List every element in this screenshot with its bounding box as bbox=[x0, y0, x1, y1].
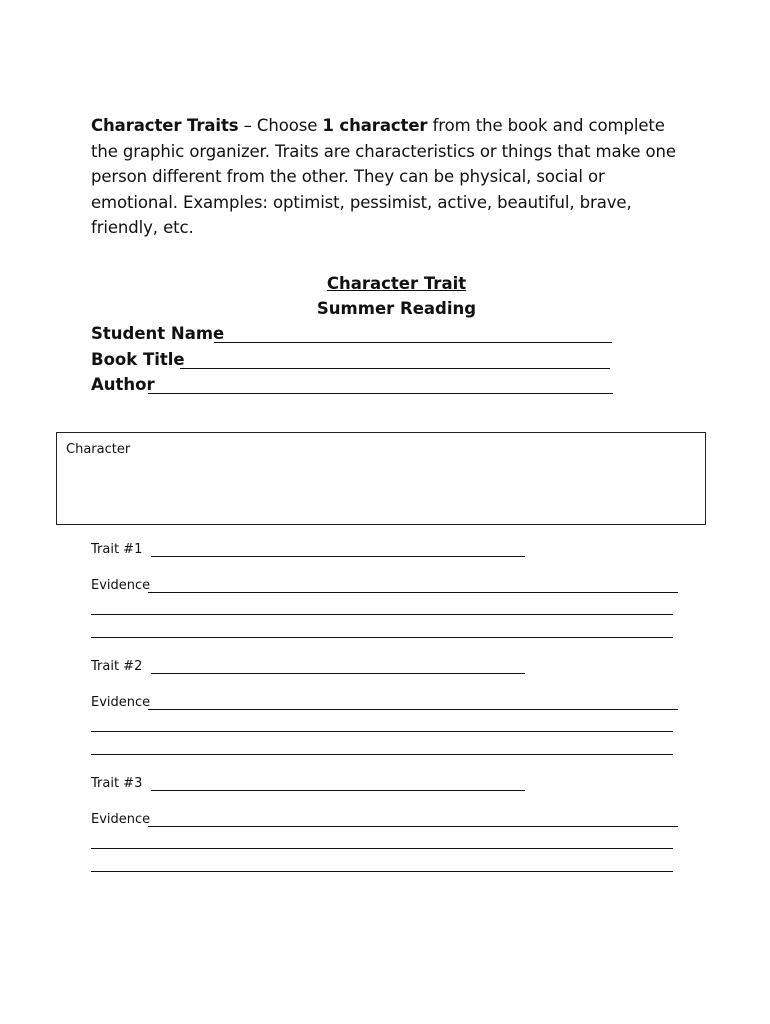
evidence-1-line-2[interactable] bbox=[91, 614, 673, 615]
instructions-text: from the book and complete the graphic organizer. Traits are characteristics or things that make one person different from the other. They can be physical, social or emotional. Examples: optimist, pessimist, active, beautiful, brave, friendly, etc. bbox=[91, 116, 676, 237]
trait-3-label: Trait #3 bbox=[91, 776, 143, 791]
character-box-label: Character bbox=[66, 442, 131, 457]
evidence-2-label: Evidence bbox=[91, 695, 151, 710]
evidence-3-line-1[interactable] bbox=[148, 826, 678, 827]
evidence-3-line-2[interactable] bbox=[91, 848, 673, 849]
instructions-heading: Character Traits bbox=[91, 116, 239, 135]
trait-2-line[interactable] bbox=[151, 673, 525, 674]
evidence-2-line-2[interactable] bbox=[91, 731, 673, 732]
trait-1-line[interactable] bbox=[151, 556, 525, 557]
trait-2-label: Trait #2 bbox=[91, 659, 143, 674]
instructions-emphasis: 1 character bbox=[322, 116, 428, 135]
author-label: Author bbox=[91, 375, 155, 394]
character-box[interactable] bbox=[56, 432, 706, 525]
instructions-paragraph bbox=[91, 113, 691, 241]
evidence-1-line-3[interactable] bbox=[91, 637, 673, 638]
trait-1-label: Trait #1 bbox=[91, 542, 143, 557]
page-title: Character Trait bbox=[326, 274, 467, 293]
page-subtitle: Summer Reading bbox=[316, 299, 477, 318]
evidence-3-label: Evidence bbox=[91, 812, 151, 827]
evidence-1-label: Evidence bbox=[91, 578, 151, 593]
student-name-label: Student Name bbox=[91, 324, 225, 343]
evidence-2-line-3[interactable] bbox=[91, 754, 673, 755]
student-name-line[interactable] bbox=[214, 342, 612, 343]
book-title-label: Book Title bbox=[91, 350, 185, 369]
evidence-2-line-1[interactable] bbox=[148, 709, 678, 710]
instructions-dash: – Choose bbox=[238, 116, 323, 135]
evidence-3-line-3[interactable] bbox=[91, 871, 673, 872]
book-title-line[interactable] bbox=[180, 368, 610, 369]
evidence-1-line-1[interactable] bbox=[148, 592, 678, 593]
author-line[interactable] bbox=[148, 393, 613, 394]
trait-3-line[interactable] bbox=[151, 790, 525, 791]
